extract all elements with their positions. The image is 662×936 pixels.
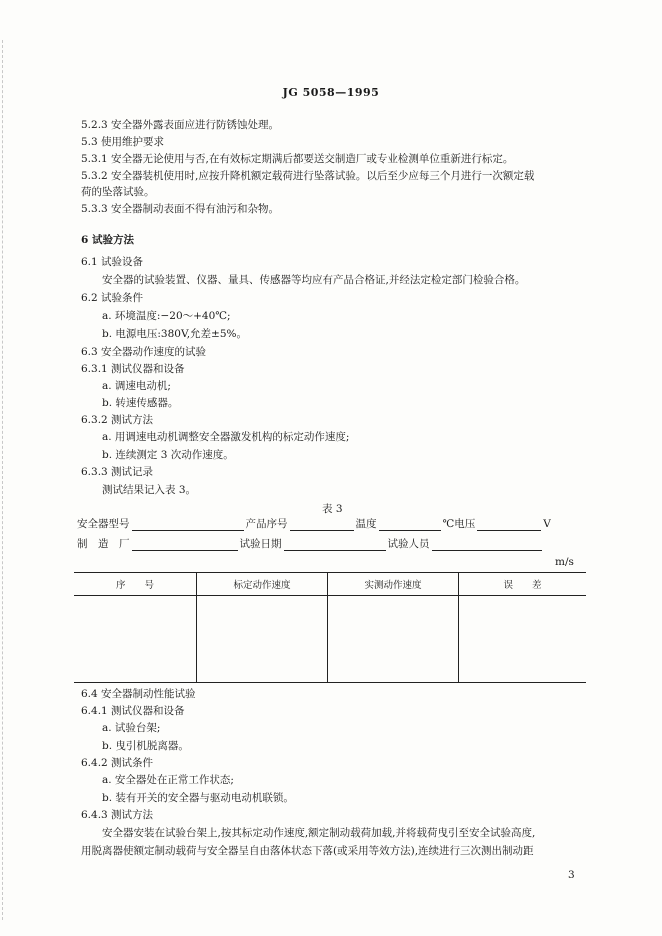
table-cell-empty: [459, 596, 587, 683]
clause-6-4-3-cont: 用脱离器使额定制动载荷与安全器呈自由落体状态下落(或采用等效方法),连续进行三次测出制动距: [81, 845, 534, 857]
table-cell-empty: [197, 596, 328, 683]
model-label: 安全器型号: [77, 518, 130, 530]
date-label: 试验日期: [239, 538, 282, 550]
serial-blank: [290, 519, 354, 531]
clause-6-4-3-text: 安全器安装在试验台架上,按其标定动作速度,额定制动载荷加载,并将载荷曳引至安全试验高度,: [102, 827, 536, 839]
page-number: 3: [568, 869, 575, 881]
clause-6-3-1-a: a. 调速电动机;: [102, 380, 171, 392]
temp-blank: [379, 519, 441, 531]
serial-label: 产品序号: [245, 518, 288, 530]
tester-blank: [432, 539, 542, 551]
clause-6-1-text: 安全器的试验装置、仪器、量具、传感器等均应有产品合格证,并经法定检定部门检验合格。: [102, 274, 526, 286]
table-cell-empty: [74, 596, 197, 683]
clause-6-4-1-a: a. 试验台架;: [102, 722, 161, 734]
clause-6-2-a: a. 环境温度:−20～+40℃;: [102, 310, 231, 322]
header-rated-speed: 标定动作速度: [197, 573, 328, 596]
clause-5-3-1: 5.3.1 安全器无论使用与否,在有效标定期满后都要送交制造厂或专业检测单位重新进行标定。: [81, 153, 514, 165]
clause-6-3-1-b: b. 转速传感器。: [102, 397, 179, 409]
clause-6-3-2-a: a. 用调速电动机调整安全器激发机构的标定动作速度;: [102, 431, 350, 443]
clause-6-3-3-text: 测试结果记入表 3。: [102, 484, 197, 496]
clause-6-4-1-b: b. 曳引机脱离器。: [102, 740, 189, 752]
table-form-row-2: [77, 538, 544, 551]
model-blank: [132, 519, 244, 531]
clause-5-3-2-cont: 荷的坠落试验。: [81, 186, 155, 198]
table-caption: 表 3: [322, 503, 343, 515]
clause-6-3-2-b: b. 连续测定 3 次动作速度。: [102, 449, 234, 461]
header-error: 误 差: [459, 573, 587, 596]
clause-6-3-3: 6.3.3 测试记录: [81, 466, 154, 478]
clause-6-3: 6.3 安全器动作速度的试验: [81, 346, 207, 358]
maker-label: 制 造 厂: [77, 538, 130, 550]
date-blank: [284, 539, 386, 551]
scan-edge: [2, 40, 3, 920]
table-cell-empty: [328, 596, 459, 683]
section-6-heading: 6 试验方法: [81, 234, 134, 246]
voltage-blank: [477, 519, 541, 531]
clause-6-1: 6.1 试验设备: [81, 256, 144, 268]
clause-6-4-1: 6.4.1 测试仪器和设备: [81, 705, 185, 717]
clause-6-4: 6.4 安全器制动性能试验: [81, 688, 196, 700]
voltage-label: ℃电压: [442, 518, 476, 530]
table-3: [74, 572, 586, 683]
clause-5-3-2: 5.3.2 安全器装机使用时,应按升降机额定载荷进行坠落试验。以后至少应每三个月进行一次额定载: [81, 170, 535, 182]
clause-6-2: 6.2 试验条件: [81, 292, 144, 304]
clause-6-4-2-b: b. 装有开关的安全器与驱动电动机联锁。: [102, 792, 294, 804]
header-measured-speed: 实测动作速度: [328, 573, 459, 596]
clause-5-3: 5.3 使用维护要求: [81, 136, 165, 148]
maker-blank: [132, 539, 238, 551]
standard-header: JG 5058—1995: [282, 86, 380, 99]
temp-label: 温度: [355, 518, 377, 530]
table-form-row-1: [77, 518, 551, 531]
clause-6-4-3: 6.4.3 测试方法: [81, 809, 154, 821]
clause-6-4-2-a: a. 安全器处在正常工作状态;: [102, 774, 234, 786]
clause-6-3-2: 6.3.2 测试方法: [81, 414, 154, 426]
header-index: 序 号: [74, 573, 197, 596]
clause-6-2-b: b. 电源电压:380V,允差±5%。: [102, 328, 248, 340]
clause-6-3-1: 6.3.1 测试仪器和设备: [81, 363, 185, 375]
tester-label: 试验人员: [387, 538, 430, 550]
clause-6-4-2: 6.4.2 测试条件: [81, 757, 154, 769]
table-unit: m/s: [555, 556, 574, 568]
clause-5-2-3: 5.2.3 安全器外露表面应进行防锈蚀处理。: [81, 119, 280, 131]
voltage-unit: V: [543, 518, 551, 530]
clause-5-3-3: 5.3.3 安全器制动表面不得有油污和杂物。: [81, 203, 280, 215]
